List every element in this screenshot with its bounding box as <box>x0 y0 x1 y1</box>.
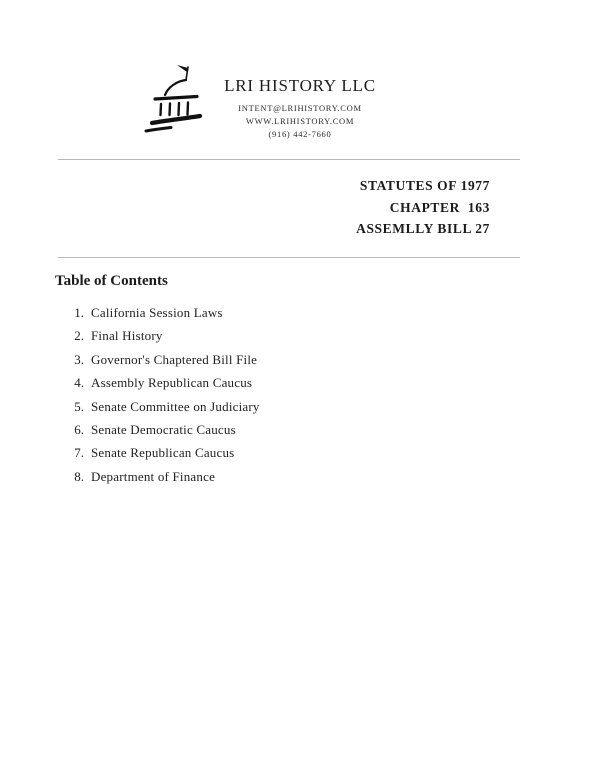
toc-item-number: 6. <box>74 421 84 437</box>
company-phone: (916) 442-7660 <box>268 129 332 139</box>
letterhead <box>0 76 600 141</box>
toc-item-number: 5. <box>74 398 84 414</box>
toc-item-number: 8. <box>74 468 84 484</box>
divider-bottom <box>58 257 520 258</box>
toc-list <box>68 305 260 492</box>
statute-line-chapter: CHAPTER 163 <box>389 199 490 215</box>
statute-line-year: STATUTES OF 1977 <box>359 178 490 193</box>
toc-item-label: Department of Finance <box>91 468 216 484</box>
company-email: INTENT@LRIHISTORY.COM <box>238 103 362 113</box>
toc-item <box>68 375 260 398</box>
toc-item-label: Governor's Chaptered Bill File <box>91 351 258 367</box>
statute-line-bill: ASSEMLLY BILL 27 <box>356 221 490 236</box>
company-website: WWW.LRIHISTORY.COM <box>245 116 355 126</box>
toc-item-label: California Session Laws <box>91 305 223 320</box>
toc-item-number: 7. <box>74 445 84 461</box>
toc-item-number: 1. <box>74 305 84 320</box>
toc-title: Table of Contents <box>55 273 168 289</box>
toc-item-label: Assembly Republican Caucus <box>91 375 253 391</box>
toc-item <box>68 445 260 468</box>
toc-item-number: 3. <box>74 351 84 367</box>
toc-item <box>68 305 260 328</box>
toc-item <box>68 352 260 375</box>
toc-item-label: Senate Democratic Caucus <box>91 421 236 437</box>
toc-item-label: Final History <box>91 328 163 344</box>
toc-item <box>68 399 260 422</box>
divider-top <box>58 159 520 160</box>
toc-item <box>68 328 260 351</box>
company-name: LRI HISTORY LLC <box>224 76 376 95</box>
toc-item <box>68 469 260 492</box>
statute-heading <box>356 175 490 240</box>
toc-item-number: 4. <box>74 375 84 391</box>
toc-item <box>68 422 260 445</box>
toc-item-label: Senate Committee on Judiciary <box>91 398 260 414</box>
toc-item-label: Senate Republican Caucus <box>91 445 235 461</box>
toc-item-number: 2. <box>74 328 84 344</box>
